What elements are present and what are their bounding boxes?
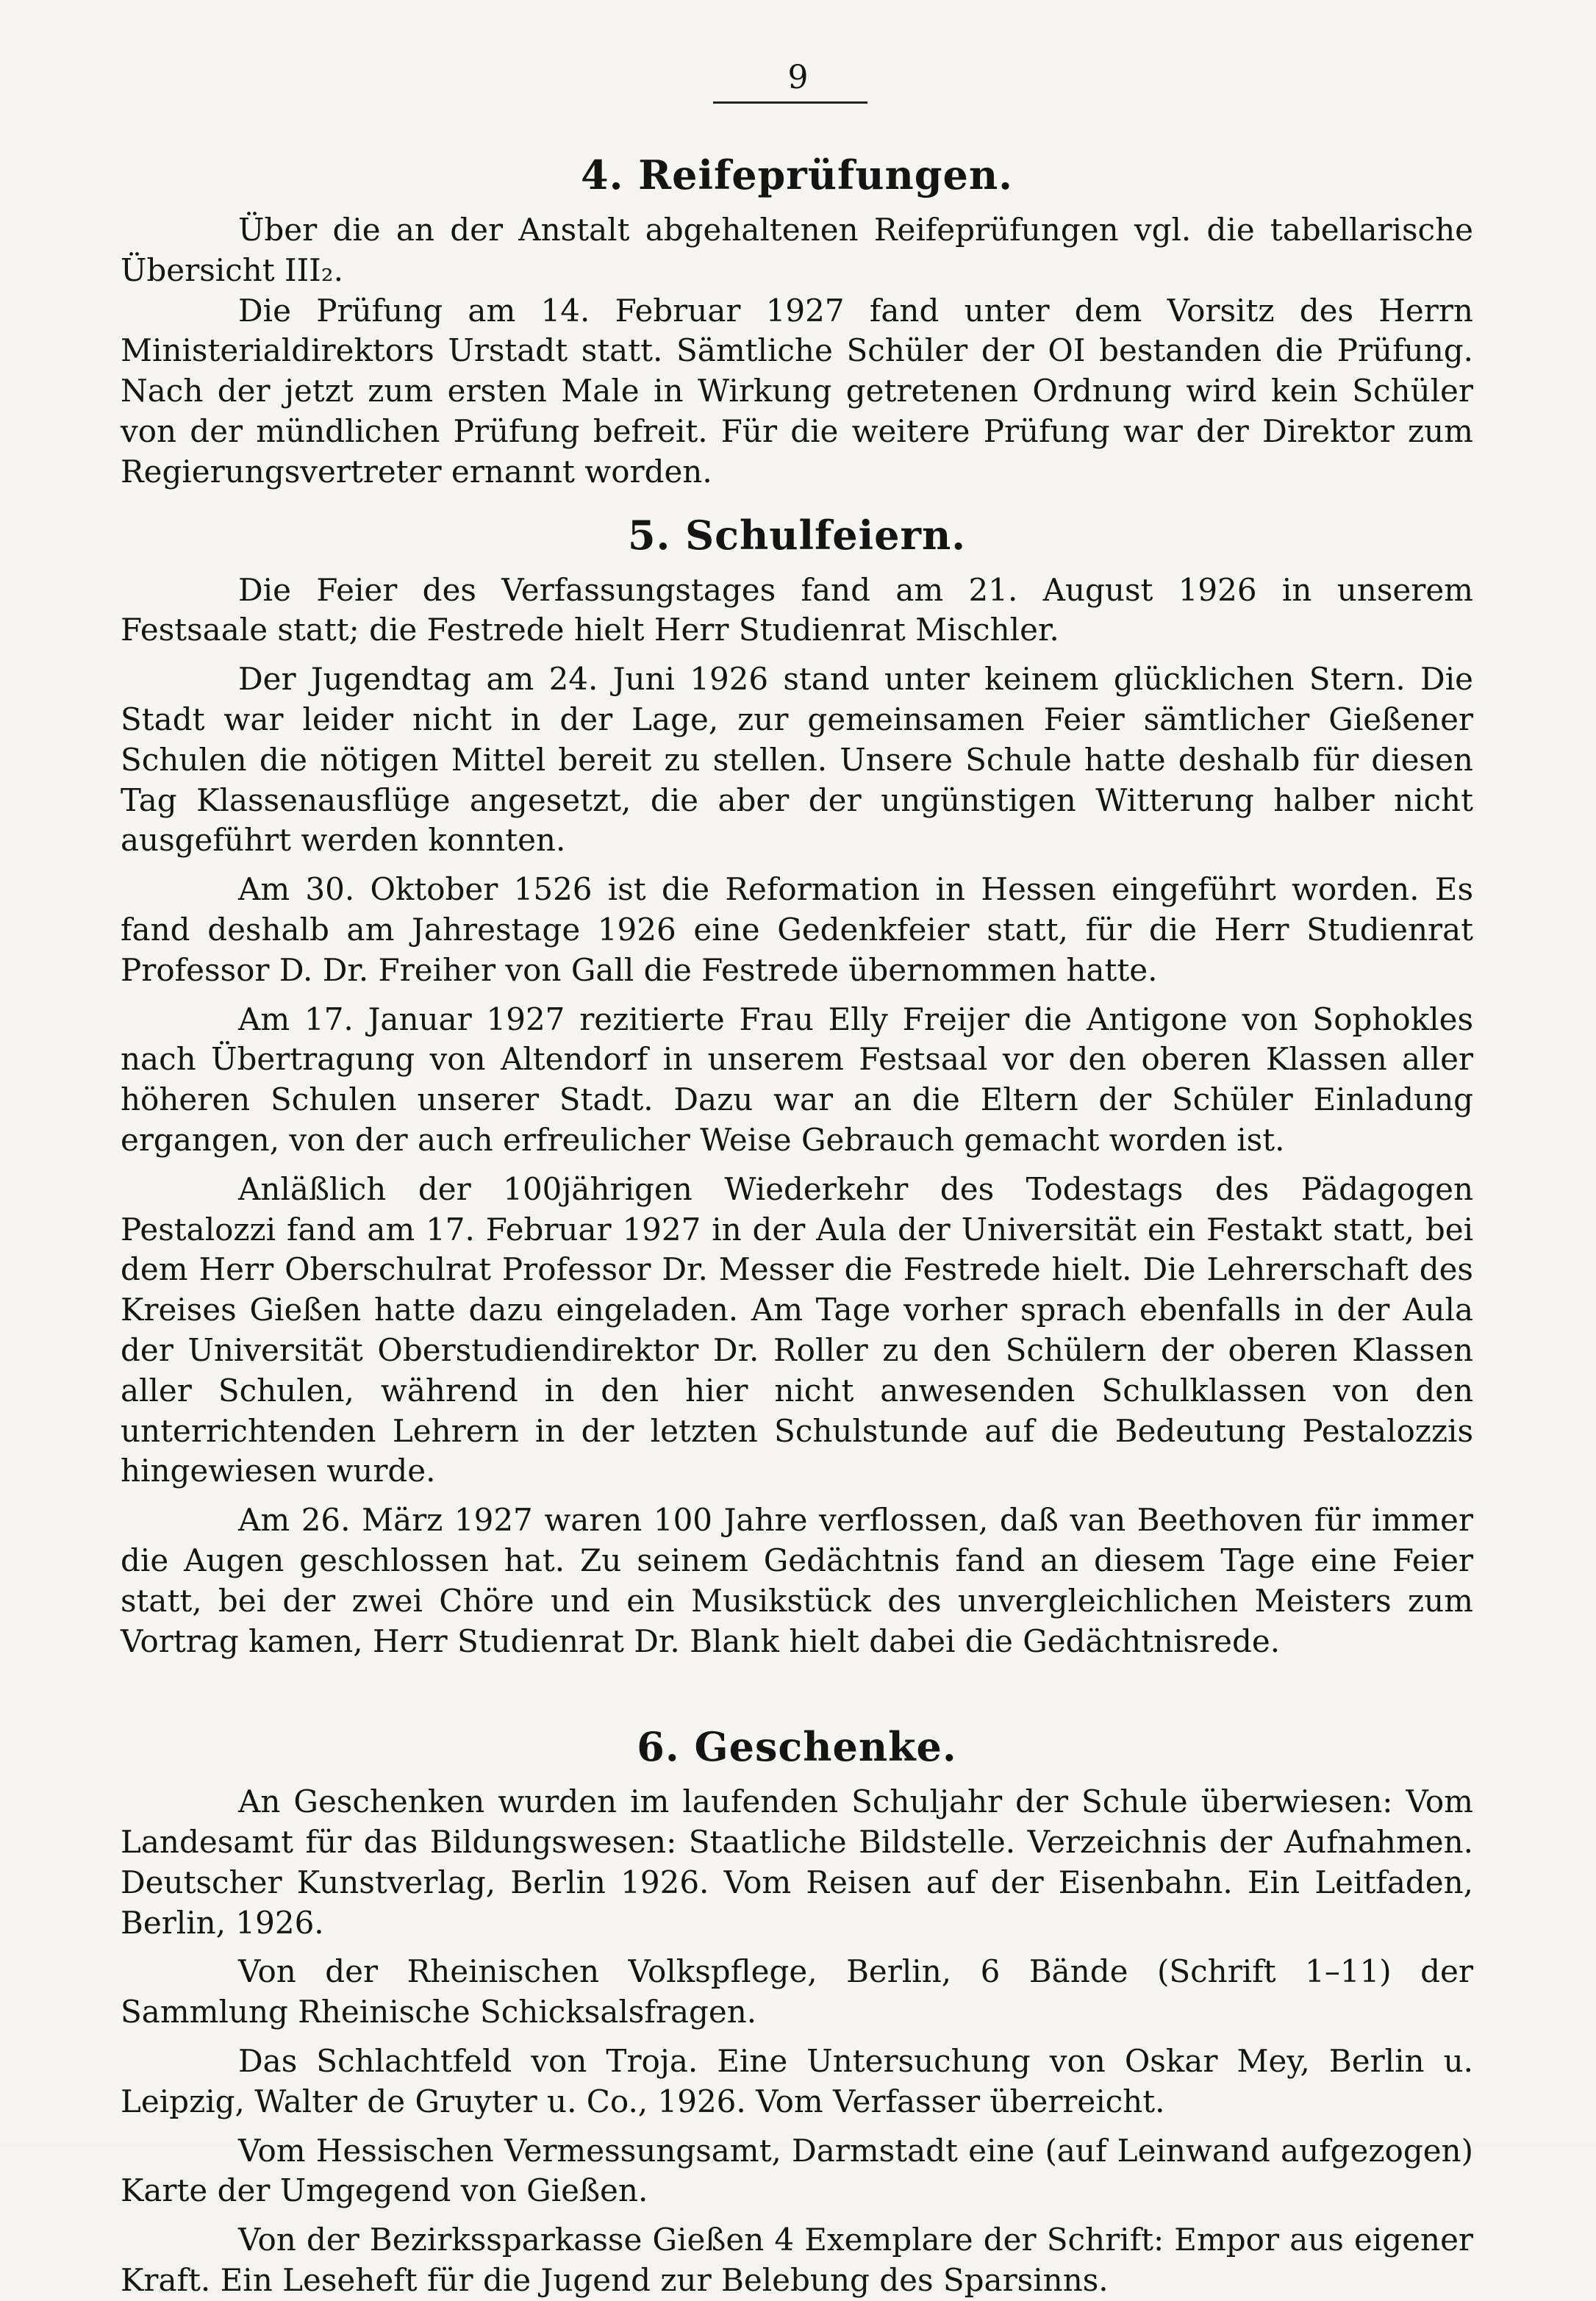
paragraph: Von der Bezirkssparkasse Gießen 4 Exemplare der Schrift: Empor aus eigener Kraft. Ein Leseheft für die Jugend zur Belebung des Sparsinns. bbox=[121, 2222, 1473, 2299]
paragraph: An Geschenken wurden im laufenden Schuljahr der Schule überwiesen: Vom Landesamt für das Bildungswesen: Staatliche Bildstelle. Verzeichnis der Aufnahmen. Deutscher Kunstverlag, Berlin 1926. Vom Reisen auf der Eisenbahn. Ein Leitfaden, Berlin, 1926. bbox=[121, 1783, 1473, 1941]
page-content bbox=[121, 140, 1473, 2301]
page-number: 9 bbox=[787, 59, 809, 96]
paragraph: Das Schlachtfeld von Troja. Eine Untersuchung von Oskar Mey, Berlin u. Leipzig, Walter de Gruyter u. Co., 1926. Vom Verfasser überreicht. bbox=[121, 2043, 1473, 2119]
paragraph: Über die an der Anstalt abgehaltenen Reifeprüfungen vgl. die tabellarische Übersicht III₂. bbox=[121, 212, 1473, 288]
paragraph: Die Prüfung am 14. Februar 1927 fand unter dem Vorsitz des Herrn Ministerialdirektors Urstadt statt. Sämtliche Schüler der OI bestanden die Prüfung. Nach der jetzt zum ersten Male in Wirkung getretenen Ordnung wird kein Schüler von der mündlichen Prüfung befreit. Für die weitere Prüfung war der Direktor zum Regierungsvertreter ernannt worden. bbox=[121, 292, 1473, 490]
paragraph: Von der Rheinischen Volkspflege, Berlin, 6 Bände (Schrift 1–11) der Sammlung Rheinische Schicksalsfragen. bbox=[121, 1953, 1473, 2030]
paragraph: Am 17. Januar 1927 rezitierte Frau Elly Freijer die Antigone von Sophokles nach Übertragung von Altendorf in unserem Festsaal vor den oberen Klassen aller höheren Schulen unserer Stadt. Dazu war an die Eltern der Schüler Einladung ergangen, von der auch erfreulicher Weise Gebrauch gemacht worden ist. bbox=[121, 1001, 1473, 1158]
page-number-rule bbox=[713, 101, 867, 104]
paragraph: Am 26. März 1927 waren 100 Jahre verflossen, daß van Beethoven für immer die Augen geschlossen hat. Zu seinem Gedächtnis fand an diesem Tage eine Feier statt, bei der zwei Chöre und ein Musikstück des unvergleichlichen Meisters zum Vortrag kamen, Herr Studienrat Dr. Blank hielt dabei die Gedächtnisrede. bbox=[121, 1502, 1473, 1659]
paragraph: Anläßlich der 100jährigen Wiederkehr des Todestags des Pädagogen Pestalozzi fand am 17. Februar 1927 in der Aula der Universität ein Festakt statt, bei dem Herr Oberschulrat Professor Dr. Messer die Festrede hielt. Die Lehrerschaft des Kreises Gießen hatte dazu eingeladen. Am Tage vorher sprach ebenfalls in der Aula der Universität Oberstudiendirektor Dr. Roller zu den Schülern der oberen Klassen aller Schulen, während in den hier nicht anwesenden Schulklassen von den unterrichtenden Lehrern in der letzten Schulstunde auf die Bedeutung Pestalozzis hingewiesen wurde. bbox=[121, 1170, 1473, 1489]
section-heading-schulfeiern: 5. Schulfeiern. bbox=[627, 511, 967, 559]
paragraph: Vom Hessischen Vermessungsamt, Darmstadt eine (auf Leinwand aufgezogen) Karte der Umgegend von Gießen. bbox=[121, 2132, 1473, 2209]
section-heading-geschenke: 6. Geschenke. bbox=[637, 1723, 957, 1771]
paragraph: Der Jugendtag am 24. Juni 1926 stand unter keinem glücklichen Stern. Die Stadt war leider nicht in der Lage, zur gemeinsamen Feier sämtlicher Gießener Schulen die nötigen Mittel bereit zu stellen. Unsere Schule hatte deshalb für diesen Tag Klassenausflüge angesetzt, die aber der ungünstigen Witterung halber nicht ausgeführt werden konnten. bbox=[121, 661, 1473, 859]
section-heading-reifepruefungen: 4. Reifeprüfungen. bbox=[581, 151, 1013, 198]
paragraph: Die Feier des Verfassungstages fand am 21. August 1926 in unserem Festsaale statt; die Festrede hielt Herr Studienrat Mischler. bbox=[121, 571, 1473, 648]
paragraph: Am 30. Oktober 1526 ist die Reformation in Hessen eingeführt worden. Es fand deshalb am Jahrestage 1926 eine Gedenkfeier statt, für die Herr Studienrat Professor D. Dr. Freiher von Gall die Festrede übernommen hatte. bbox=[121, 871, 1473, 988]
